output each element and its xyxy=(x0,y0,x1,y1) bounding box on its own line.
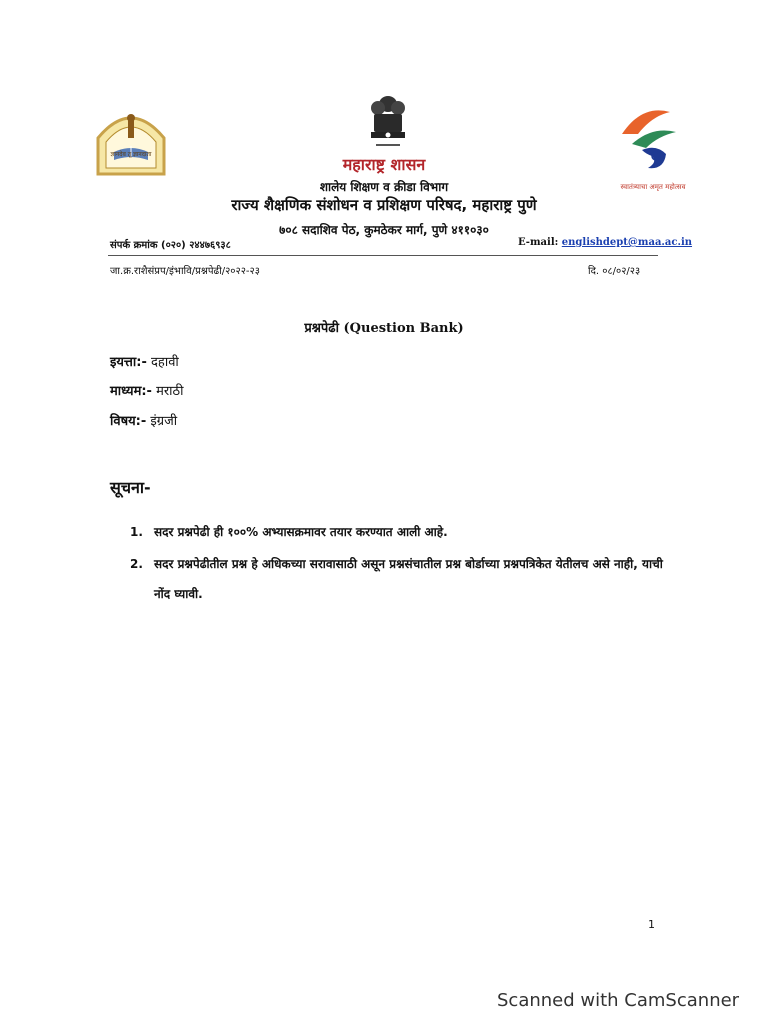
list-item-text: सदर प्रश्नपेढी ही १००% अभ्यासक्रमावर तयार करण्यात आली आहे. xyxy=(154,525,448,539)
email-line xyxy=(518,237,692,248)
field-medium-label: माध्यम:- xyxy=(110,384,152,399)
national-emblem xyxy=(366,92,410,154)
office-address: ७०८ सदाशिव पेठ, कुमठेकर मार्ग, पुणे ४११०३० xyxy=(279,223,489,237)
header-divider xyxy=(108,255,658,256)
reference-number: जा.क्र.राशैसंप्रप/इंभावि/प्रश्नपेढी/२०२२-२३ xyxy=(110,266,260,277)
page-number: 1 xyxy=(648,918,655,931)
field-subject-value: इंग्रजी xyxy=(150,414,178,429)
notice-heading: सूचना- xyxy=(110,478,151,497)
letter-date: दि. ०८/०२/२३ xyxy=(588,266,641,277)
list-item-text: सदर प्रश्नपेढीतील प्रश्न हे अधिकच्या सरावासाठी असून प्रश्नसंचातील प्रश्न बोर्डाच्या प्रश्नपत्रिकेत येतीलच असे नाही, याची नोंद घ्यावी. xyxy=(154,557,663,601)
list-item-number: 1. xyxy=(130,525,143,539)
list-item xyxy=(130,517,670,547)
email-link[interactable]: englishdept@maa.ac.in xyxy=(561,237,693,248)
field-subject-label: विषय:- xyxy=(110,414,147,429)
council-name: राज्य शैक्षणिक संशोधन व प्रशिक्षण परिषद, महाराष्ट्र पुणे xyxy=(231,196,537,214)
ashoka-lion-capital-icon xyxy=(366,92,410,154)
field-subject xyxy=(110,411,177,429)
contact-number: संपर्क क्रमांक (०२०) २४४७६९३८ xyxy=(110,240,231,251)
field-medium-value: मराठी xyxy=(156,384,184,399)
list-item xyxy=(130,549,670,609)
department-name: शालेय शिक्षण व क्रीडा विभाग xyxy=(319,180,449,194)
notice-list xyxy=(130,517,670,611)
list-item-number: 2. xyxy=(130,557,143,571)
field-medium xyxy=(110,381,183,399)
email-label: E-mail: xyxy=(518,237,559,248)
scanner-watermark: Scanned with CamScanner xyxy=(497,990,740,1011)
document-title: प्रश्नपेढी (Question Bank) xyxy=(304,321,464,336)
government-name: महाराष्ट्र शासन xyxy=(342,155,426,174)
right-logo-caption: स्वातंत्र्याचा अमृत महोत्सव xyxy=(620,183,686,191)
left-logo-motto: ज्ञानदेव तू ज्ञानदाता xyxy=(110,151,152,158)
field-standard-value: दहावी xyxy=(151,355,179,370)
field-standard xyxy=(110,352,179,370)
field-standard-label: इयत्ता:- xyxy=(110,355,147,370)
